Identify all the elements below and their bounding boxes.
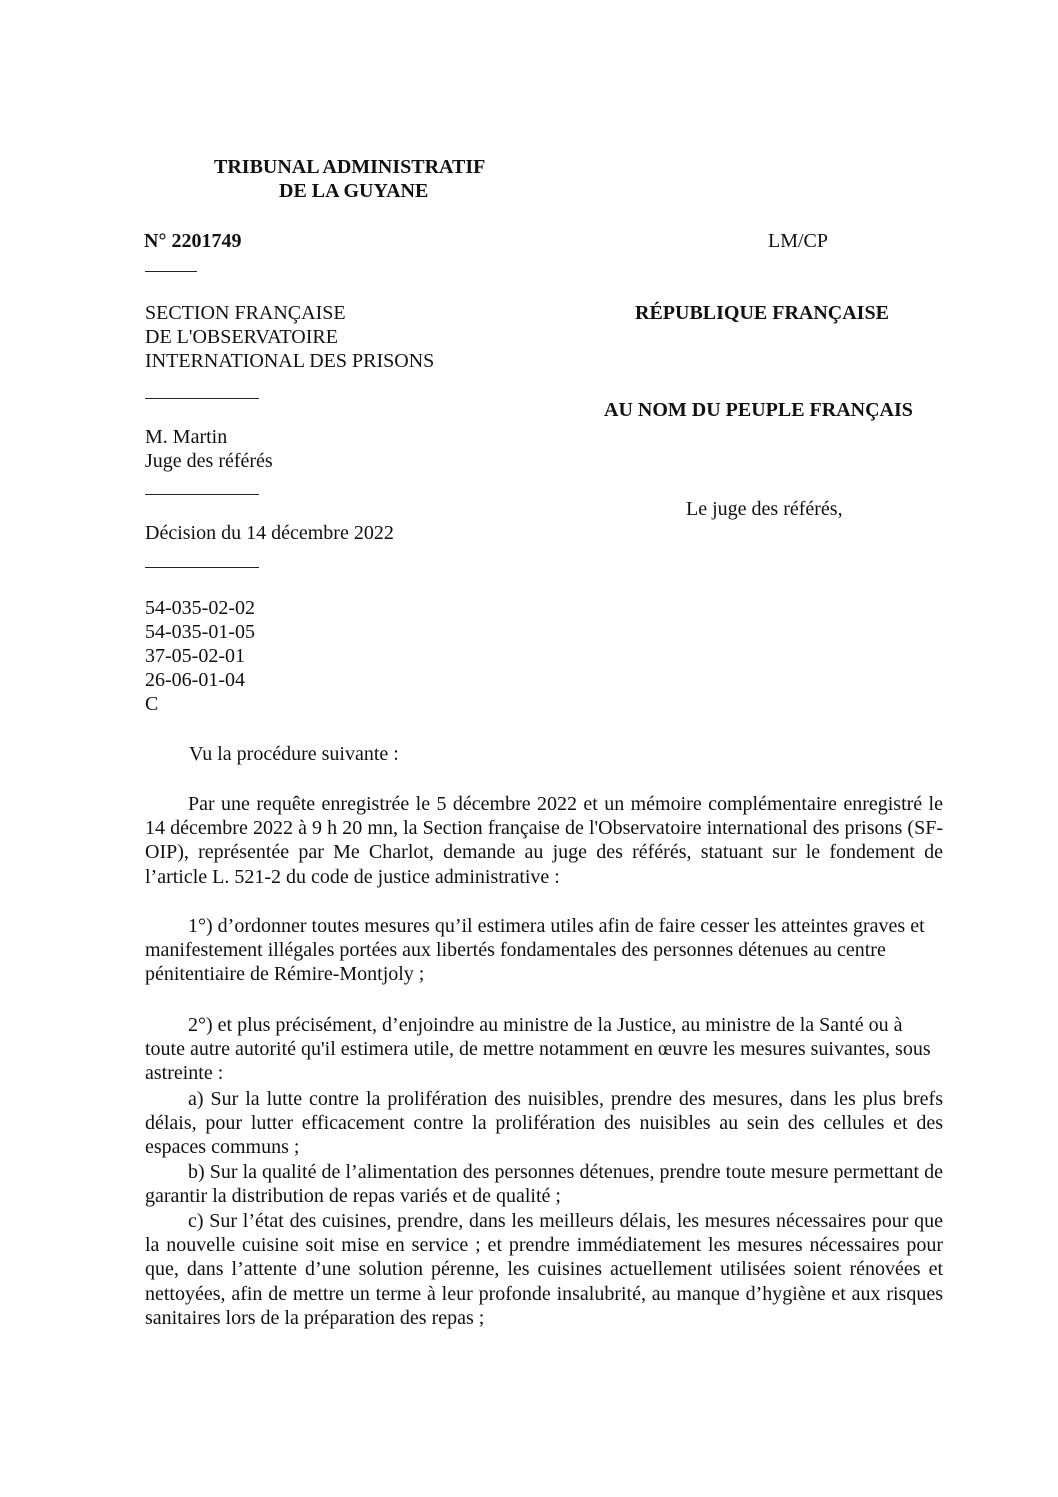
- case-number: N° 2201749: [144, 230, 242, 252]
- paragraph-conclusion-2: 2°) et plus précisément, d’enjoindre au ministre de la Justice, au ministre de la Santé ou à toute autre autorité qu'il estimera utile, de mettre notamment en œuvre les mesures suivantes, sous astreinte :: [145, 1014, 931, 1085]
- in-name-heading: AU NOM DU PEUPLE FRANÇAIS: [604, 399, 913, 421]
- paragraph-measure-a: a) Sur la lutte contre la prolifération des nuisibles, prendre des mesures, dans les plus brefs délais, pour lutter efficacement contre la prolifération des nuisibles au sein des cellules et des espaces communs ;: [145, 1088, 943, 1159]
- judge-intro: Le juge des référés,: [686, 498, 843, 520]
- paragraph-conclusion-1: 1°) d’ordonner toutes mesures qu’il estimera utiles afin de faire cesser les atteintes graves et manifestement illégales portées aux libertés fondamentales des personnes détenues au centre pénitentiaire de Rémire-Montjoly ;: [145, 915, 925, 986]
- party-line-3: INTERNATIONAL DES PRISONS: [145, 350, 435, 372]
- party-line-2: DE L'OBSERVATOIRE: [145, 326, 338, 348]
- publication-code: C: [145, 693, 159, 715]
- decision-date: Décision du 14 décembre 2022: [145, 522, 394, 544]
- classification-code: 37-05-02-01: [145, 645, 245, 667]
- classification-code: 54-035-01-05: [145, 621, 255, 643]
- divider: [145, 567, 259, 568]
- classification-code: 54-035-02-02: [145, 597, 255, 619]
- paragraph-measure-b: b) Sur la qualité de l’alimentation des personnes détenues, prendre toute mesure permettant de garantir la distribution de repas variés et de qualité ;: [145, 1161, 943, 1208]
- procedure-heading: Vu la procédure suivante :: [189, 743, 399, 765]
- party-line-1: SECTION FRANÇAISE: [145, 302, 346, 324]
- court-name-line1: TRIBUNAL ADMINISTRATIF: [214, 156, 486, 178]
- divider: [145, 398, 259, 399]
- republic-heading: RÉPUBLIQUE FRANÇAISE: [635, 302, 889, 324]
- judge-name: M. Martin: [145, 426, 228, 448]
- classification-code: 26-06-01-04: [145, 669, 245, 691]
- court-name-line2: DE LA GUYANE: [279, 180, 429, 202]
- paragraph-request: Par une requête enregistrée le 5 décembre 2022 et un mémoire complémentaire enregistré le 14 décembre 2022 à 9 h 20 mn, la Section française de l'Observatoire international des prisons (SF-OIP), représentée par Me Charlot, demande au juge des référés, statuant sur le fondement de l’article L. 521-2 du code de justice administrative :: [145, 793, 943, 888]
- judge-role: Juge des référés: [145, 450, 273, 472]
- divider: [145, 271, 197, 272]
- paragraph-measure-c: c) Sur l’état des cuisines, prendre, dans les meilleurs délais, les mesures nécessaires pour que la nouvelle cuisine soit mise en service ; et prendre immédiatement les mesures nécessaires pour que, dans l’attente d’une solution pérenne, les cuisines actuellement utilisées soient rénovées et nettoyées, afin de mettre un terme à leur profonde insalubrité, au manque d’hygiène et aux risques sanitaires lors de la préparation des repas ;: [145, 1210, 943, 1329]
- clerk-initials: LM/CP: [768, 230, 829, 252]
- divider: [145, 494, 259, 495]
